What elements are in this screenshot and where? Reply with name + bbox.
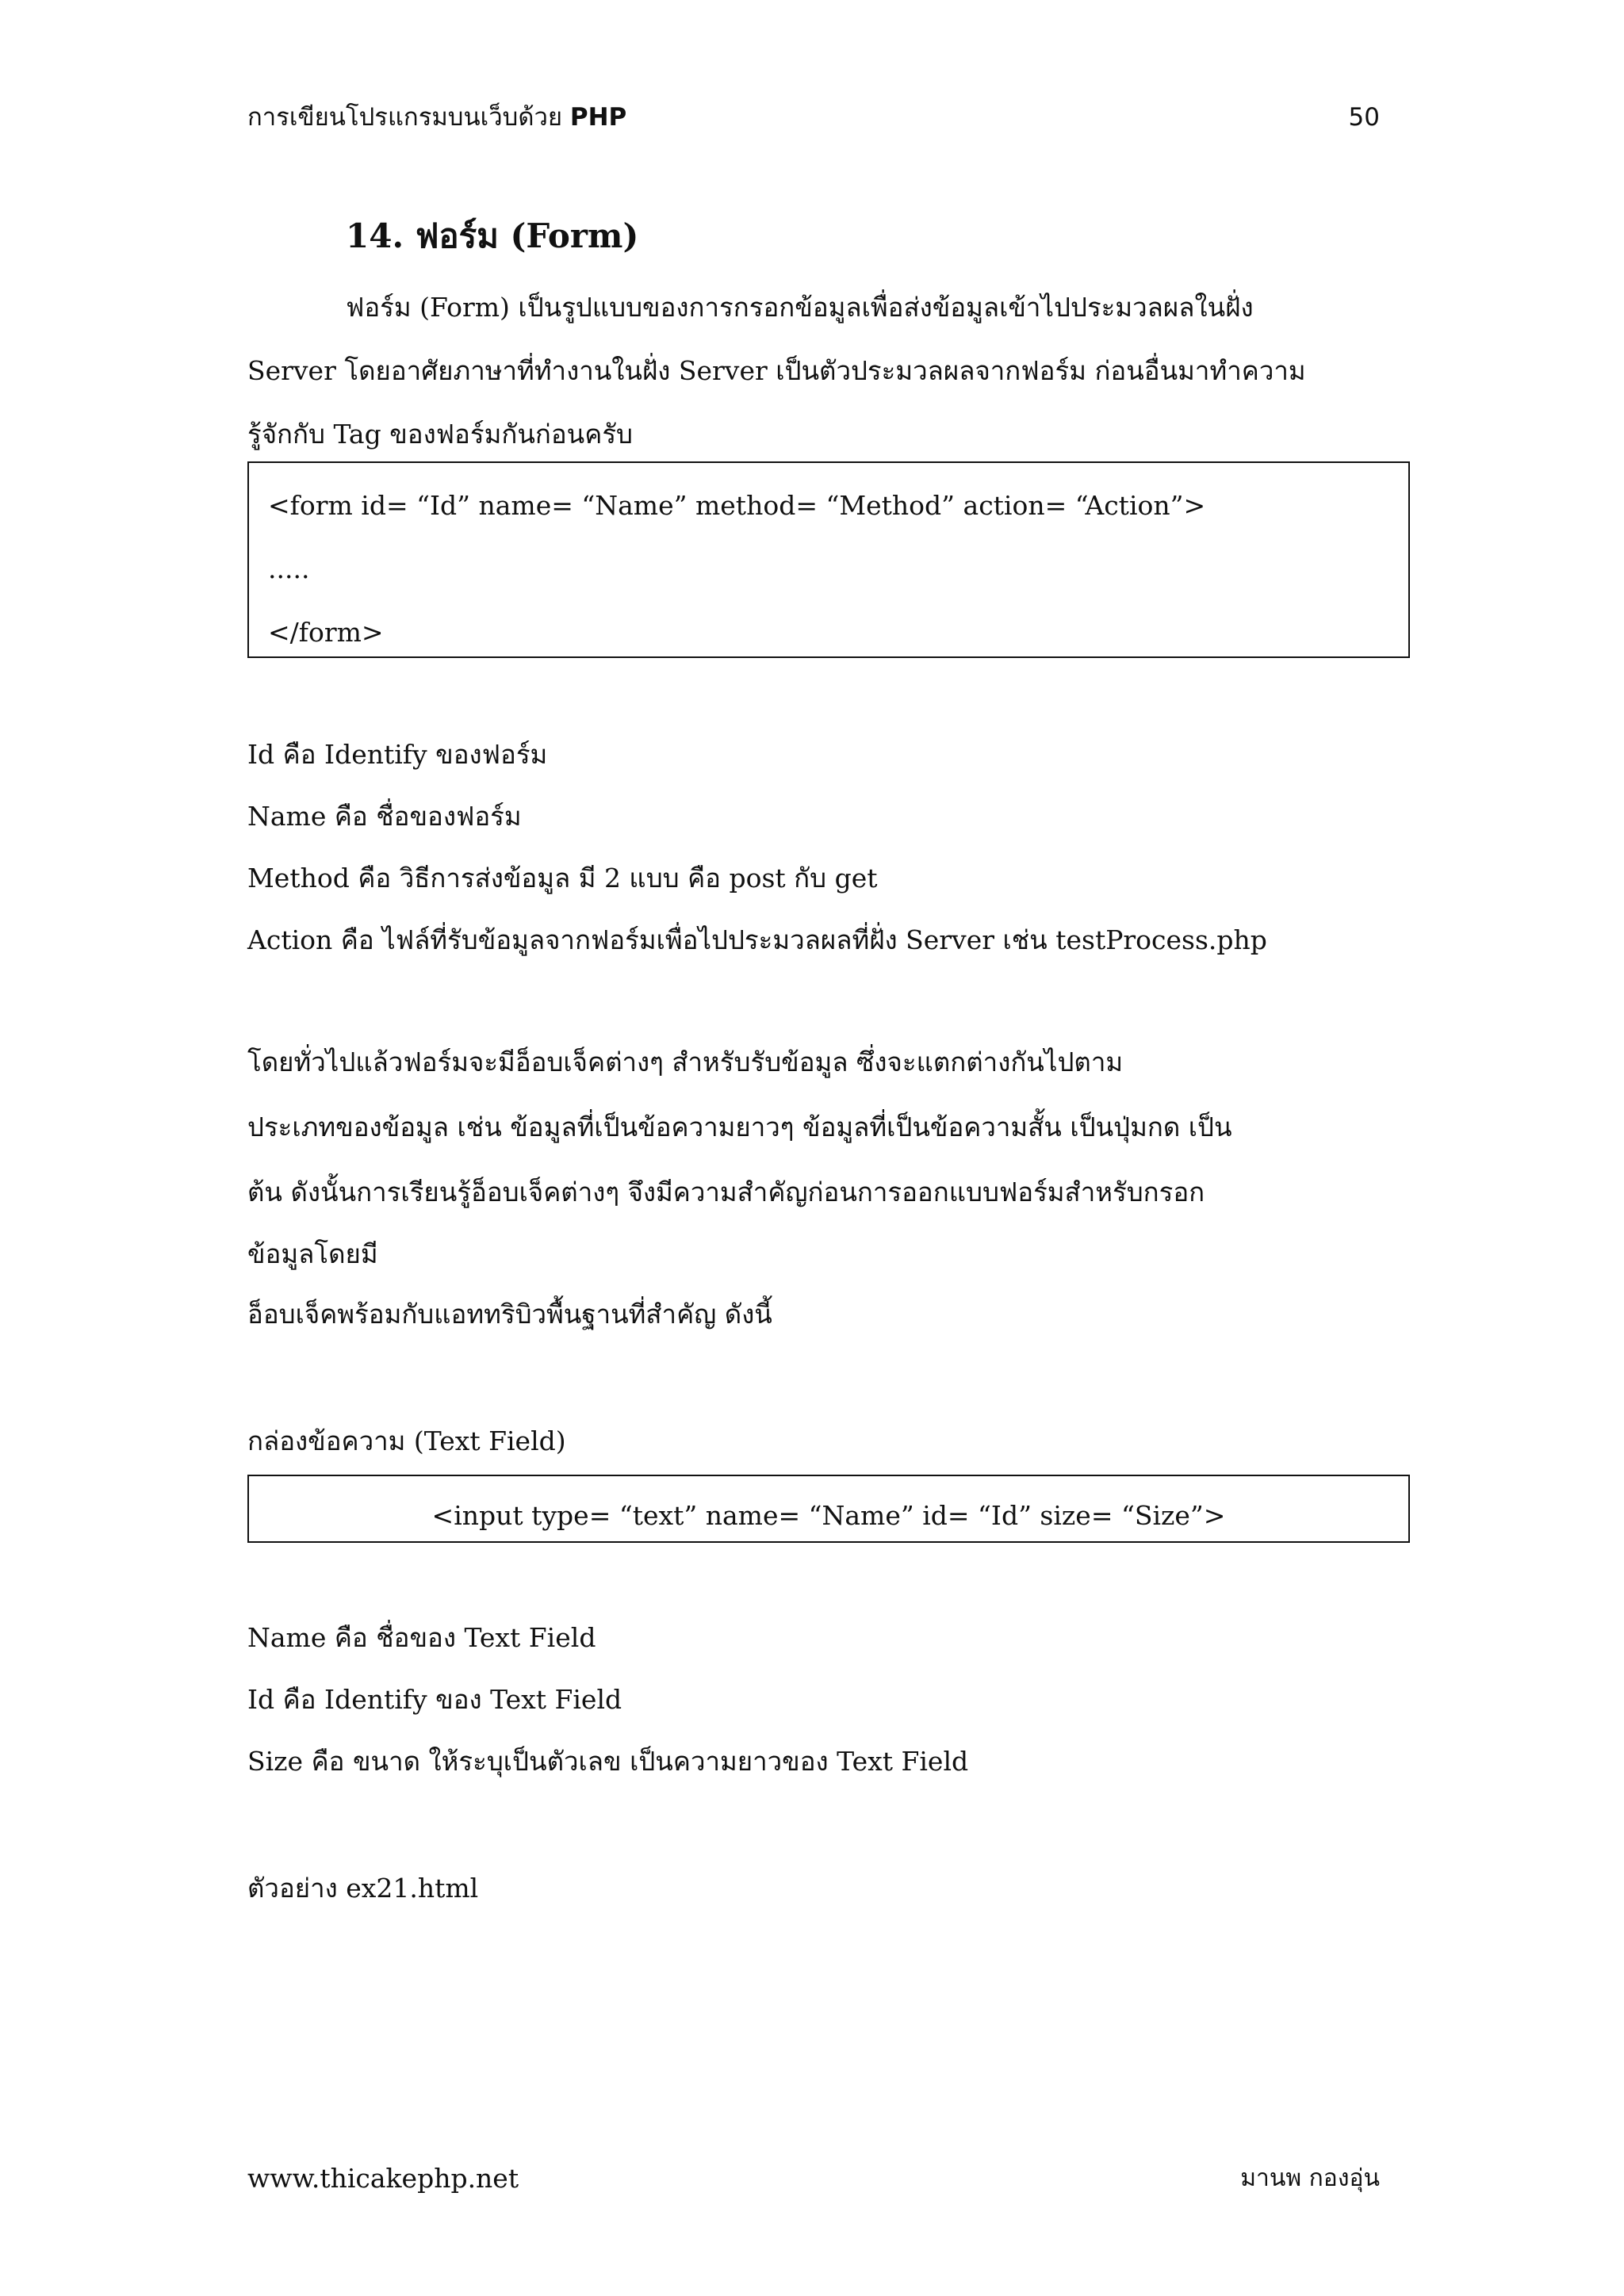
objects-paragraph-line-1: โดยทั่วไปแล้วฟอร์มจะมีอ็อบเจ็คต่างๆ สำหรับรับข้อมูล ซึ่งจะแตกต่างกันไปตาม bbox=[247, 1047, 1124, 1077]
intro-line-3: รู้จักกับ Tag ของฟอร์มกันก่อนครับ bbox=[247, 419, 633, 450]
running-header bbox=[247, 101, 626, 133]
objects-paragraph-line-4: ข้อมูลโดยมี bbox=[247, 1238, 378, 1269]
text-field-attribute-size: Size คือ ขนาด ให้ระบุเป็นตัวเลข เป็นความยาวของ Text Field bbox=[247, 1746, 969, 1777]
footer-author: มานพ กองอุ่น bbox=[1240, 2164, 1380, 2192]
form-tag-code-box bbox=[247, 461, 1410, 658]
text-field-heading: กล่องข้อความ (Text Field) bbox=[247, 1425, 566, 1456]
form-attribute-name: Name คือ ชื่อของฟอร์ม bbox=[247, 801, 522, 832]
header-book-title: การเขียนโปรแกรมบนเว็บด้วย bbox=[247, 103, 570, 132]
objects-paragraph-line-5: อ็อบเจ็คพร้อมกับแอททริบิวพื้นฐานที่สำคัญ ดังนี้ bbox=[247, 1299, 772, 1330]
page-number: 50 bbox=[1348, 103, 1380, 132]
text-field-attribute-id: Id คือ Identify ของ Text Field bbox=[247, 1684, 622, 1715]
section-title: 14. ฟอร์ม (Form) bbox=[346, 216, 639, 255]
footer-website: www.thicakephp.net bbox=[247, 2163, 519, 2194]
intro-line-2: Server โดยอาศัยภาษาที่ทำงานในฝั่ง Server เป็นตัวประมวลผลจากฟอร์ม ก่อนอื่นมาทำความ bbox=[247, 355, 1306, 386]
intro-line-1: ฟอร์ม (Form) เป็นรูปแบบของการกรอกข้อมูลเพื่อส่งข้อมูลเข้าไปประมวลผลในฝั่ง bbox=[346, 292, 1254, 323]
form-code-ellipsis: ..... bbox=[268, 553, 310, 584]
form-attribute-action: Action คือ ไฟล์ที่รับข้อมูลจากฟอร์มเพื่อไปประมวลผลที่ฝั่ง Server เช่น testProcess.php bbox=[247, 924, 1267, 955]
example-label: ตัวอย่าง ex21.html bbox=[247, 1873, 479, 1904]
text-field-code: <input type= “text” name= “Name” id= “Id” size= “Size”> bbox=[431, 1500, 1226, 1531]
form-attribute-method: Method คือ วิธีการส่งข้อมูล มี 2 แบบ คือ post กับ get bbox=[247, 863, 878, 894]
objects-paragraph-line-2: ประเภทของข้อมูล เช่น ข้อมูลที่เป็นข้อความยาวๆ ข้อมูลที่เป็นข้อความสั้น เป็นปุ่มกด เป็น bbox=[247, 1112, 1232, 1142]
header-book-title-php: PHP bbox=[569, 103, 627, 132]
objects-paragraph-line-3: ต้น ดังนั้นการเรียนรู้อ็อบเจ็คต่างๆ จึงมีความสำคัญก่อนการออกแบบฟอร์มสำหรับกรอก bbox=[247, 1177, 1205, 1207]
form-code-open-tag: <form id= “Id” name= “Name” method= “Method” action= “Action”> bbox=[268, 490, 1206, 521]
text-field-code-box bbox=[247, 1475, 1410, 1543]
text-field-attribute-name: Name คือ ชื่อของ Text Field bbox=[247, 1622, 596, 1653]
form-code-close-tag: </form> bbox=[268, 617, 384, 648]
form-attribute-id: Id คือ Identify ของฟอร์ม bbox=[247, 739, 548, 770]
